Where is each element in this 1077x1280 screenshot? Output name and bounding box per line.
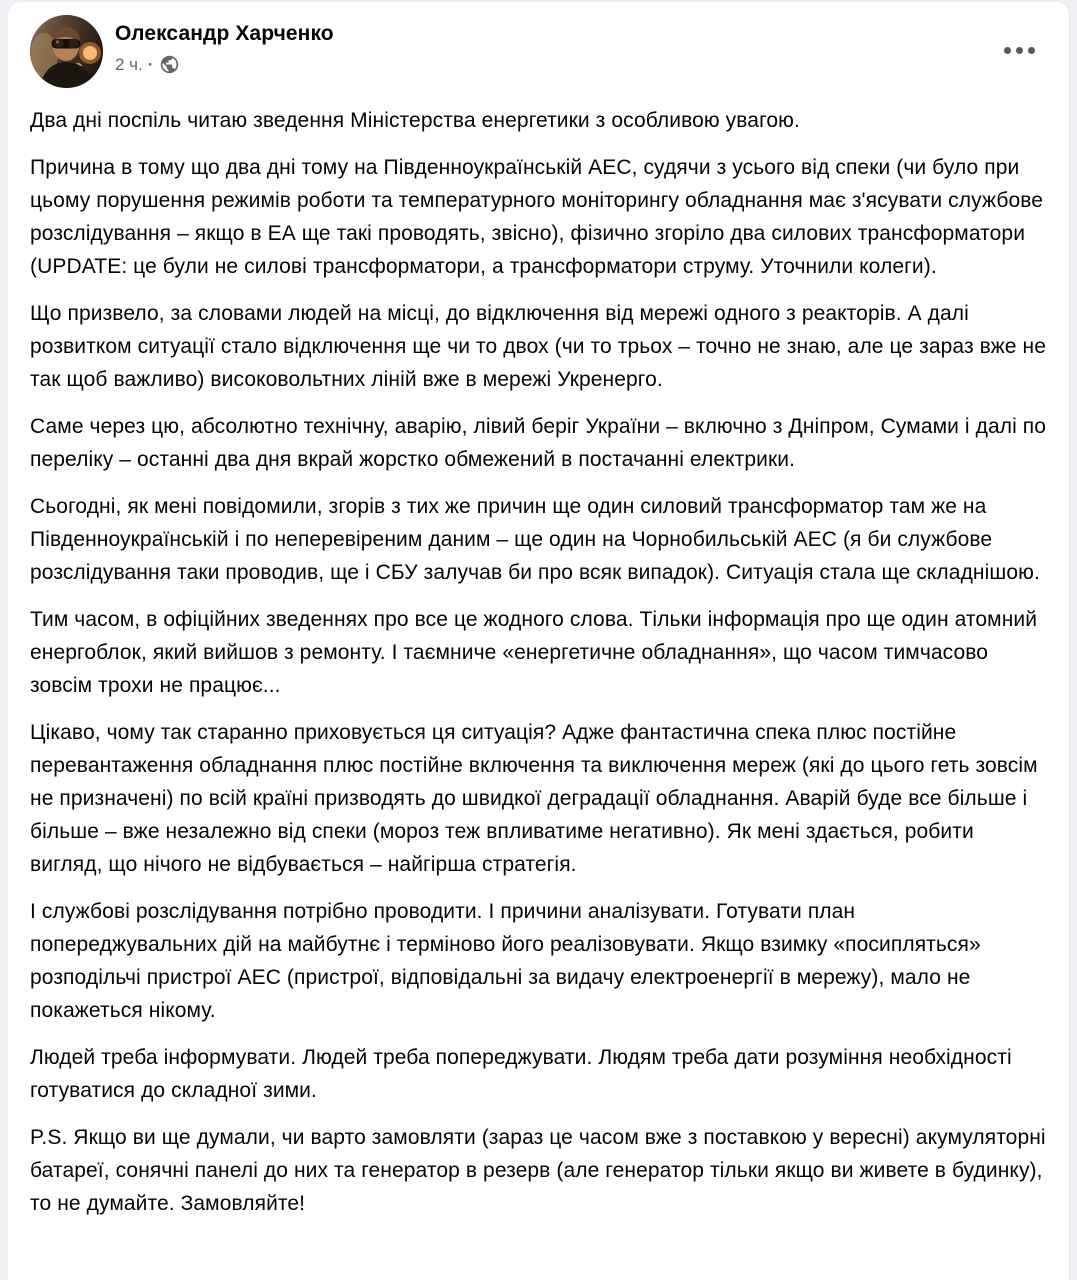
- post-paragraph: Тим часом, в офіційних зведеннях про все це жодного слова. Тільки інформація про ще один атомний енергоблок, який вийшов з ремонту. І таємниче «енергетичне обладнання», що часом тимчасово зовсім трохи не працює...: [30, 608, 1038, 697]
- post-meta: [115, 54, 996, 75]
- avatar-photo: [30, 15, 103, 88]
- post-header-info: [115, 15, 996, 75]
- post-body: [8, 88, 1069, 1240]
- post-paragraph: Два дні поспіль читаю зведення Міністерства енергетики з особливою увагою.: [30, 109, 800, 132]
- post-paragraph: Причина в тому що два дні тому на Південноукраїнській АЕС, судячи з усього від спеки (чи було при цьому порушення режимів роботи та температурного моніторингу обладнання має з'ясувати службове розслідування – якщо в ЕА ще такі проводять, звісно), фізично згоріло два силових трансформатори (UPDATE: це були не силові трансформатори, а трансформатори струму. Уточнили колеги).: [30, 156, 1044, 278]
- more-options-button[interactable]: [996, 33, 1043, 68]
- meta-separator: ·: [147, 54, 154, 74]
- author-name[interactable]: Олександр Харченко: [115, 22, 334, 45]
- post-paragraph: І службові розслідування потрібно проводити. І причини аналізувати. Готувати план попереджувальних дій на майбутнє і терміново його реалізовувати. Якщо взимку «посипляться» розподільчі пристрої АЕС (пристрої, відповідальні за видачу електроенергії в мережу), мало не покажеться нікому.: [30, 900, 981, 1022]
- post-timestamp[interactable]: 2 ч.: [115, 54, 143, 74]
- post-paragraph: P.S. Якщо ви ще думали, чи варто замовляти (зараз це часом вже з поставкою у вересні) акумуляторні батареї, сонячні панелі до них та генератор в резерв (але генератор тільки якщо ви живете в будинку), то не думайте. Замовляйте!: [30, 1126, 1046, 1215]
- post-paragraph: Саме через цю, абсолютно технічну, аварію, лівий беріг України – включно з Дніпром, Сумами і далі по переліку – останні два дня вкрай жорстко обмежений в постачанні електрики.: [30, 415, 1047, 471]
- post-paragraph: Що призвело, за словами людей на місці, до відключення від мережі одного з реакторів. А далі розвитком ситуації стало відключення ще чи то двох (чи то трьох – точно не знаю, але це зараз вже не так щоб важливо) високовольтних ліній вже в мережі Укренерго.: [30, 302, 1046, 391]
- avatar[interactable]: [30, 15, 103, 88]
- globe-icon: [159, 54, 180, 75]
- post-paragraph: Людей треба інформувати. Людей треба попереджувати. Людям треба дати розуміння необхідності готуватися до складної зими.: [30, 1046, 1012, 1102]
- post-header: [8, 2, 1069, 88]
- post-paragraph: Сьогодні, як мені повідомили, згорів з тих же причин ще один силовий трансформатор там же на Південноукраїнській і по неперевіреним даним – ще один на Чорнобильській АЕС (я би службове розслідування таки проводив, ще і СБУ залучав би про всяк випадок). Ситуація стала ще складнішою.: [30, 495, 1040, 584]
- three-dots-icon: [1004, 47, 1011, 54]
- facebook-post-card: [8, 2, 1069, 1280]
- post-paragraph: Цікаво, чому так старанно приховується ця ситуація? Адже фантастична спека плюс постійне перевантаження обладнання плюс постійне включення та виключення мереж (які до цього геть зовсім не призначені) по всій країні призводять до швидкої деградації обладнання. Аварій буде все більше і більше – вже незалежно від спеки (мороз теж впливатиме негативно). Як мені здається, робити вигляд, що нічого не відбувається – найгірша стратегія.: [30, 721, 1038, 876]
